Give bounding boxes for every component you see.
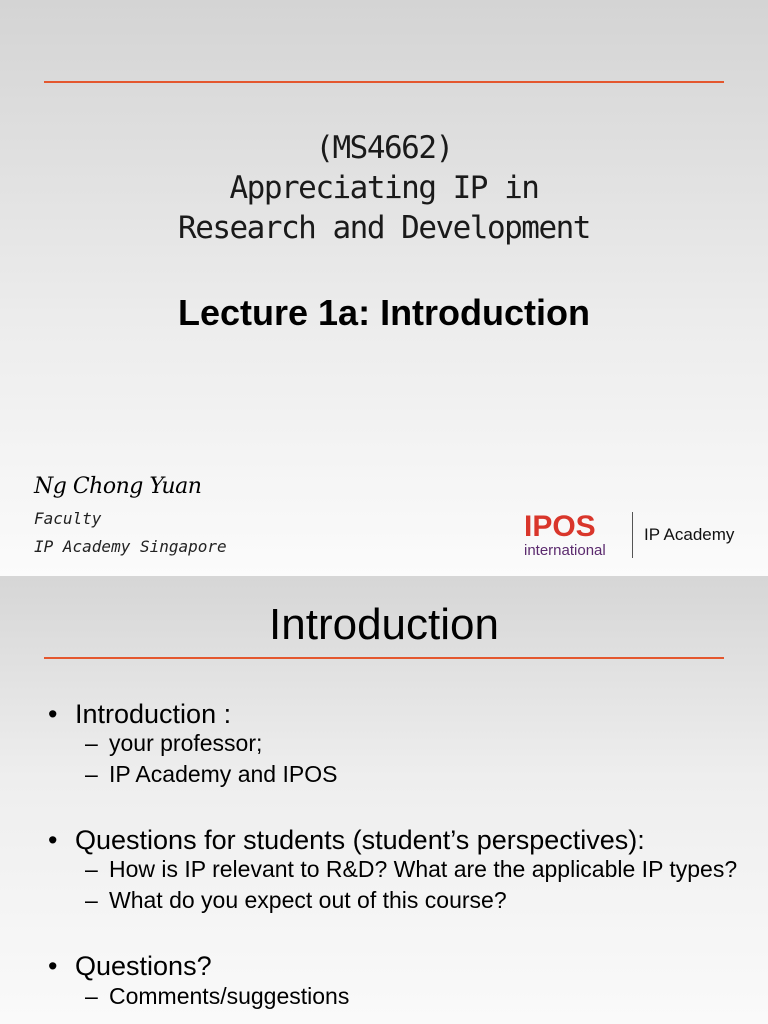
lecture-title: Lecture 1a: Introduction: [177, 292, 591, 333]
course-title-line-2: Research and Development: [178, 210, 590, 246]
accent-rule: [44, 81, 724, 83]
course-code: (MS4662): [315, 130, 453, 166]
bullet-dot: •: [48, 699, 58, 729]
logo-academy: IP Academy: [644, 525, 735, 544]
bullet-list: [48, 698, 738, 1008]
bullet-item: [48, 824, 738, 856]
sub-bullet-item: [48, 888, 738, 912]
logo-mark: IPOS: [524, 510, 596, 543]
sub-bullet-dash: –: [85, 730, 98, 756]
bullet-dot: •: [48, 825, 58, 855]
bullet-text: Questions?: [75, 951, 212, 981]
sub-bullet-dash: –: [85, 761, 98, 787]
course-title-line-1: Appreciating IP in: [229, 170, 539, 206]
sub-bullet-item: [48, 762, 738, 786]
introduction-slide: [0, 576, 768, 1024]
sub-bullet-dash: –: [85, 887, 98, 913]
bullet-item: [48, 698, 738, 730]
sub-bullet-dash: –: [85, 856, 98, 882]
author-organization: IP Academy Singapore: [34, 537, 227, 556]
sub-bullet-item: [48, 857, 738, 881]
sub-bullet-text: your professor;: [109, 730, 263, 756]
logo-divider: [632, 512, 633, 558]
accent-rule: [44, 657, 724, 659]
author-name: Ng Chong Yuan: [34, 474, 202, 499]
sub-bullet-text: IP Academy and IPOS: [109, 761, 338, 787]
sub-bullet-text: Comments/suggestions: [109, 983, 350, 1009]
sub-bullet-item: [48, 984, 738, 1008]
slide-title: Introduction: [269, 600, 499, 649]
author-role: Faculty: [34, 509, 102, 528]
bullet-dot: •: [48, 951, 58, 981]
sub-bullet-text: How is IP relevant to R&D? What are the applicable IP types?: [109, 856, 738, 882]
logo-subtext: international: [524, 542, 606, 559]
course-heading: [0, 128, 768, 248]
ipos-logo: [522, 508, 762, 564]
sub-bullet-item: [48, 731, 738, 755]
sub-bullet-text: What do you expect out of this course?: [109, 887, 507, 913]
sub-bullet-dash: –: [85, 983, 98, 1009]
bullet-item: [48, 950, 738, 982]
bullet-text: Questions for students (student’s perspectives):: [75, 825, 645, 855]
bullet-text: Introduction :: [75, 699, 232, 729]
